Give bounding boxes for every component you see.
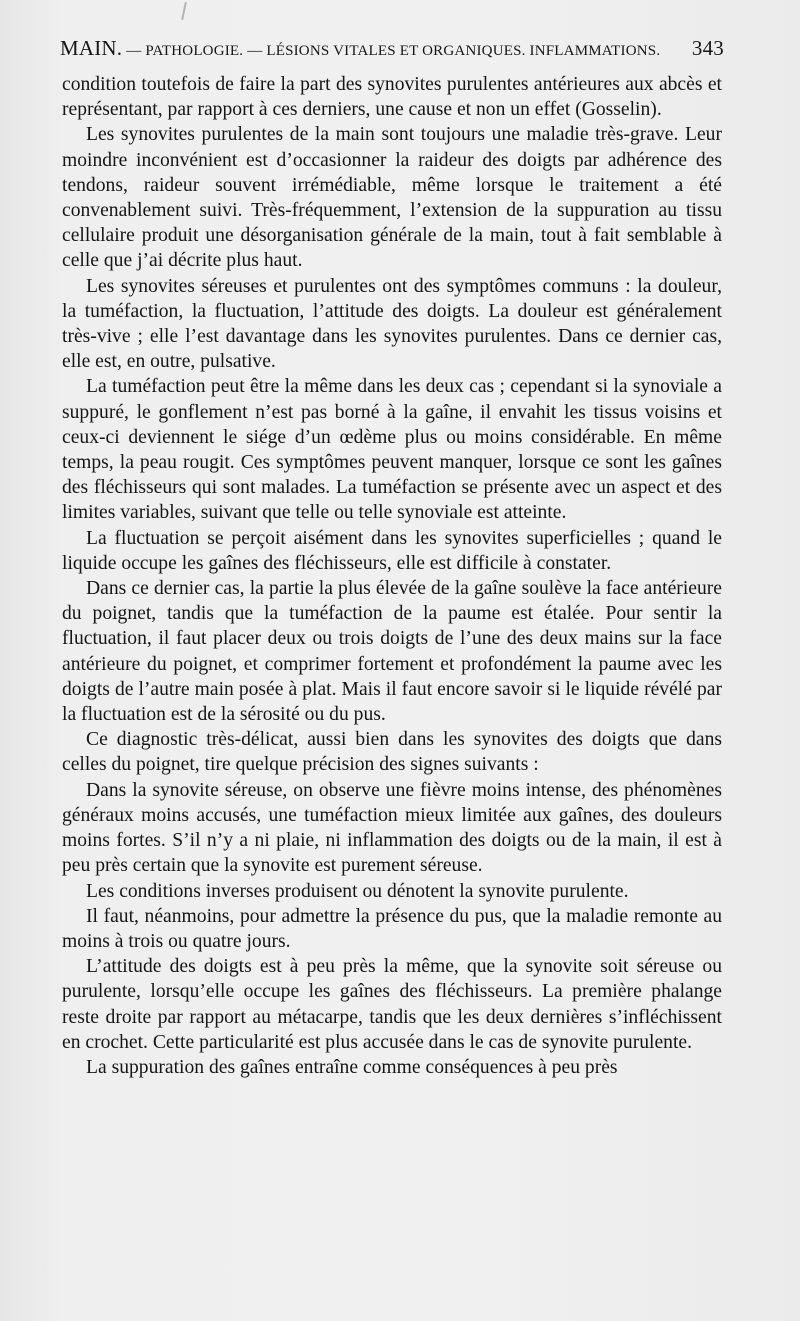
paragraph: Il faut, néanmoins, pour admettre la présence du pus, que la maladie remonte au moins à trois ou quatre jours.: [62, 905, 722, 952]
paragraph: L’attitude des doigts est à peu près la même, que la synovite soit séreuse ou purulente, lorsqu’elle occupe les gaînes des fléchisseurs. La première phalange reste droite par rapport au métacarpe, tandis que les deux dernières s’infléchissent en crochet. Cette particularité est plus accusée dans le cas de synovite purulente.: [62, 956, 722, 1053]
pencil-mark: [181, 2, 187, 20]
paragraph: La tuméfaction peut être la même dans les deux cas ; cependant si la synoviale a suppuré, le gonflement n’est pas borné à la gaîne, il envahit les tissus voisins et ceux-ci deviennent le siége d’un œdème plus ou moins considérable. En même temps, la peau rougit. Ces symptômes peuvent manquer, lorsque ce sont les gaînes des fléchisseurs qui sont malades. La tuméfaction se présente avec un aspect et des limites variables, suivant que telle ou telle synoviale est atteinte.: [62, 376, 722, 524]
paragraph: Les conditions inverses produisent ou dénotent la synovite purulente.: [86, 880, 629, 902]
paragraph: Les synovites séreuses et purulentes ont des symptômes communs : la douleur, la tuméfaction, la fluctuation, l’attitude des doigts. La douleur est généralement très-vive ; elle l’est davantage dans les synovites purulentes. Dans ce dernier cas, elle est, en outre, pulsative.: [62, 275, 722, 373]
paragraph: Dans ce dernier cas, la partie la plus élevée de la gaîne soulève la face antérieure du poignet, tandis que la tuméfaction de la paume est étalée. Pour sentir la fluctuation, il faut placer deux ou trois doigts de l’une des deux mains sur la face antérieure du poignet, et comprimer fortement et profondément la paume avec les doigts de l’autre main posée à plat. Mais il faut encore savoir si le liquide révélé par la fluctuation est de la sérosité ou du pus.: [62, 578, 722, 726]
paragraph: condition toutefois de faire la part des synovites purulentes antérieures aux abcès et représentant, par rapport à ces derniers, une cause et non un effet (Gosselin).: [62, 74, 722, 121]
running-head-rest: — PATHOLOGIE. — LÉSIONS VITALES ET ORGANIQUES. INFLAMMATIONS.: [122, 43, 661, 59]
running-head: [60, 36, 660, 61]
page-header: [60, 36, 724, 68]
paragraph: La fluctuation se perçoit aisément dans les synovites superficielles ; quand le liquide occupe les gaînes des fléchisseurs, elle est difficile à constater.: [62, 527, 722, 574]
paragraph: Dans la synovite séreuse, on observe une fièvre moins intense, des phénomènes généraux moins accusés, une tuméfaction mieux limitée aux gaînes, des douleurs moins fortes. S’il n’y a ni plaie, ni inflammation des doigts ou de la main, il est à peu près certain que la synovite est purement séreuse.: [62, 779, 722, 877]
paragraph: Les synovites purulentes de la main sont toujours une maladie très-grave. Leur moindre inconvénient est d’occasionner la raideur des doigts par adhérence des tendons, raideur souvent irrémédiable, même lorsque le traitement a été convenablement suivi. Très-fréquemment, l’extension de la suppuration au tissu cellulaire produit une désorganisation générale de la main, tout à fait semblable à celle que j’ai décrite plus haut.: [62, 124, 722, 272]
page-number: 343: [691, 36, 724, 60]
paragraph: La suppuration des gaînes entraîne comme conséquences à peu près: [86, 1056, 618, 1078]
body-text: [62, 72, 722, 1080]
paragraph: Ce diagnostic très-délicat, aussi bien dans les synovites des doigts que dans celles du poignet, tire quelque précision des signes suivants :: [62, 729, 722, 776]
running-head-main: MAIN.: [60, 36, 123, 60]
